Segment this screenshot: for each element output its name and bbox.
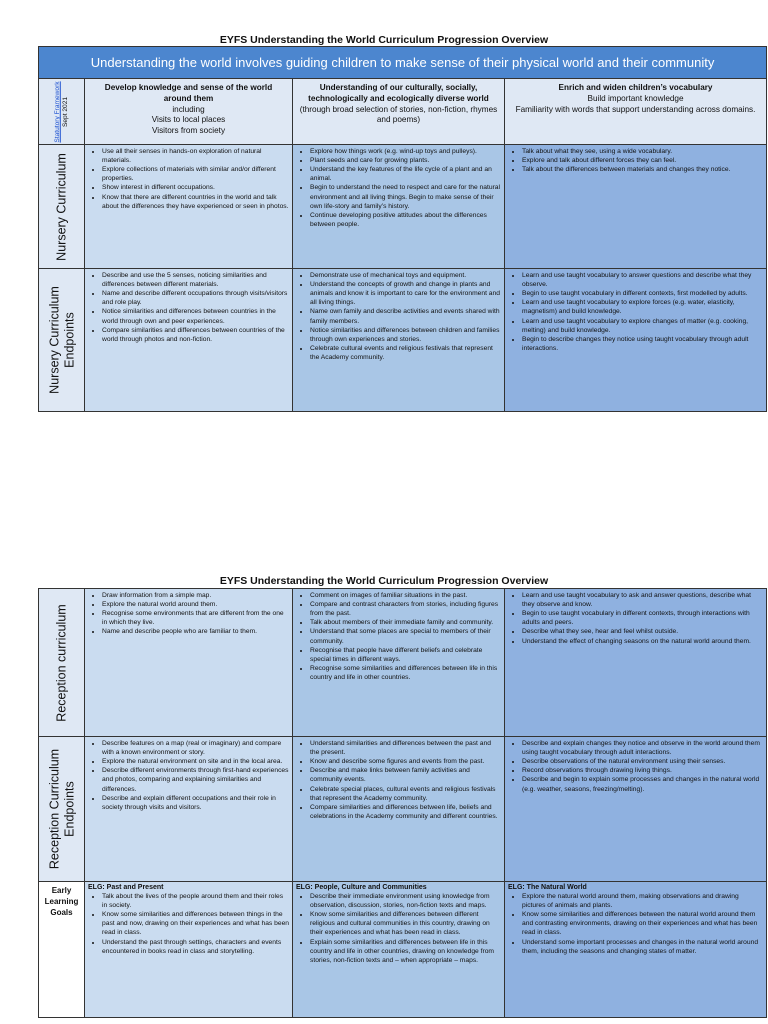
bullet-list [296, 147, 501, 229]
list-item: • Plant seeds and care for growing plants. [310, 156, 501, 165]
header-title: Understanding of our culturally, socially, technologically and ecologically diverse world [308, 83, 489, 103]
elg-title: ELG: People, Culture and Communities [296, 884, 427, 891]
cell [85, 737, 293, 882]
list-item: • Celebrate cultural events and religious festivals that represent the Academy community. [310, 344, 501, 362]
list-item: • Begin to understand the need to respect and care for the natural environment and all living things. Begin to make sense of their own life-story and family’s history. [310, 183, 501, 210]
list-item: • Record observations through drawing living things. [522, 766, 763, 775]
list-item: • Understand the past through settings, characters and events encountered in books read in class and storytelling. [102, 938, 289, 956]
list-item: • Learn and use taught vocabulary to explore forces (e.g. water, elasticity, magnetism) and build knowledge. [522, 298, 763, 316]
list-item: • Understand that some places are special to members of their community. [310, 627, 501, 645]
row-label-cell [39, 589, 85, 737]
list-item: • Explore collections of materials with similar and/or different properties. [102, 165, 289, 183]
elg-label: Early Learning Goals [44, 886, 79, 917]
elg-label-cell [39, 882, 85, 1018]
list-item: • Describe features on a map (real or imaginary) and compare with a known environment or story. [102, 739, 289, 757]
list-item: • Learn and use taught vocabulary to explore changes of matter (e.g. cooking, melting) and build knowledge. [522, 317, 763, 335]
list-item: • Celebrate special places, cultural events and religious festivals that represent the Academy community. [310, 785, 501, 803]
bullet-list [296, 271, 501, 362]
list-item: • Know some similarities and differences between different religious and cultural communities in this country, drawing on their experiences and what has been read in class. [310, 910, 501, 937]
list-item: • Compare and contrast characters from stories, including figures from the past. [310, 600, 501, 618]
list-item: • Understand similarities and differences between the past and the present. [310, 739, 501, 757]
row-label: Reception Curriculum [46, 748, 61, 870]
list-item: • Know some similarities and differences between things in the past and now, drawing on their experiences and what has been read in class. [102, 910, 289, 937]
list-item: • Recognise some environments that are different from the one in which they live. [102, 609, 289, 627]
bullet-list [88, 147, 289, 211]
list-item: • Recognise that people have different beliefs and celebrate special times in different ways. [310, 646, 501, 664]
list-item: • Explore the natural world around them. [102, 600, 289, 609]
row-early-learning-goals [39, 882, 767, 1018]
elg-cell [505, 882, 767, 1018]
list-item: • Understand the effect of changing seasons on the natural world around them. [522, 637, 763, 646]
header-line: including [172, 104, 205, 114]
row-label: Endpoints [61, 781, 76, 837]
header-line: Build important knowledge [587, 93, 684, 103]
row-label-cell [39, 269, 85, 412]
cell [293, 737, 505, 882]
list-item: • Describe and explain different occupations and their role in society through visits and visitors. [102, 794, 289, 812]
row-reception-curriculum [39, 589, 767, 737]
elg-title: ELG: Past and Present [88, 884, 164, 891]
list-item: • Name and describe different occupations through visits/visitors and role play. [102, 289, 289, 307]
bullet-list [88, 739, 289, 812]
list-item: • Begin to use taught vocabulary in different contexts, first modelled by adults. [522, 289, 763, 298]
list-item: • Talk about what they see, using a wide vocabulary. [522, 147, 763, 156]
page-title-2: EYFS Understanding the World Curriculum Progression Overview [219, 575, 549, 587]
list-item: • Explain some similarities and differences between life in this country and life in other countries, drawing on knowledge from stories, non-fiction texts and – when appropriate – maps. [310, 938, 501, 965]
list-item: • Talk about the lives of the people around them and their roles in society. [102, 892, 289, 910]
header-title: Develop knowledge and sense of the world around them [104, 83, 273, 103]
bullet-list [508, 147, 763, 174]
bullet-list [508, 892, 763, 956]
row-nursery-endpoints [39, 269, 767, 412]
row-label: Reception curriculum [54, 603, 69, 722]
list-item: • Comment on images of familiar situations in the past. [310, 591, 501, 600]
cell [85, 589, 293, 737]
list-item: • Explore the natural environment on site and in the local area. [102, 757, 289, 766]
progression-table-top [38, 46, 767, 412]
row-label: Nursery Curriculum [54, 152, 69, 261]
list-item: • Describe and make links between family activities and community events. [310, 766, 501, 784]
cell [505, 145, 767, 269]
header-vocabulary [505, 79, 767, 145]
bullet-list [508, 271, 763, 353]
list-item: • Understand some important processes and changes in the natural world around them, including the seasons and changing states of matter. [522, 938, 763, 956]
list-item: • Understand the key features of the life cycle of a plant and an animal. [310, 165, 501, 183]
list-item: • Compare similarities and differences between life, beliefs and celebrations in the Academy community and different countries. [310, 803, 501, 821]
list-item: • Know and describe some figures and events from the past. [310, 757, 501, 766]
header-title: Enrich and widen children’s vocabulary [558, 83, 713, 92]
cell [293, 145, 505, 269]
bullet-list [296, 892, 501, 965]
list-item: • Describe different environments through first-hand experiences and photos, comparing and explaining similarities and differences. [102, 766, 289, 793]
list-item: • Continue developing positive attitudes about the differences between people. [310, 211, 501, 229]
header-line: Visitors from society [151, 126, 226, 136]
header-line: (through broad selection of stories, non-fiction, rhymes and poems) [299, 104, 498, 125]
cell [505, 589, 767, 737]
list-item: • Know that there are different countries in the world and talk about the differences they have experienced or seen in photos. [102, 193, 289, 211]
header-diverse-world [293, 79, 505, 145]
list-item: • Begin to describe changes they notice using taught vocabulary through adult interactions. [522, 335, 763, 353]
list-item: • Understand the concepts of growth and change in plants and animals and know it is important to care for the environment and all living things. [310, 280, 501, 307]
row-label-cell [39, 737, 85, 882]
list-item: • Name own family and describe activities and events shared with family members. [310, 307, 501, 325]
bullet-list [508, 739, 763, 794]
list-item: • Demonstrate use of mechanical toys and equipment. [310, 271, 501, 280]
list-item: • Learn and use taught vocabulary to ask and answer questions, describe what they observe and know. [522, 591, 763, 609]
list-item: • Name and describe people who are familiar to them. [102, 627, 289, 636]
row-label: Nursery Curriculum [46, 286, 61, 394]
page-title: EYFS Understanding the World Curriculum Progression Overview [219, 34, 549, 46]
header-knowledge [85, 79, 293, 145]
cell [293, 589, 505, 737]
list-item: • Describe and explain changes they notice and observe in the world around them using taught vocabulary through adult interactions. [522, 739, 763, 757]
list-item: • Explore the natural world around them, making observations and drawing pictures of animals and plants. [522, 892, 763, 910]
list-item: • Describe and begin to explain some processes and changes in the natural world (e.g. weather, seasons, freezing/melting). [522, 775, 763, 793]
statutory-framework-link[interactable]: Statutory Framework [53, 80, 61, 143]
list-item: • Describe observations of the natural environment using their senses. [522, 757, 763, 766]
header-line: Visits to local places [151, 115, 226, 125]
list-item: • Describe what they see, hear and feel whilst outside. [522, 627, 763, 636]
list-item: • Know some similarities and differences between the natural world around them and contrasting environments, drawing on their experiences and what has been read in class. [522, 910, 763, 937]
list-item: • Talk about members of their immediate family and community. [310, 618, 501, 627]
list-item: • Talk about the differences between materials and changes they notice. [522, 165, 763, 174]
list-item: • Explore how things work (e.g. wind-up toys and pulleys). [310, 147, 501, 156]
row-label-cell [39, 145, 85, 269]
framework-date: Sept 2021 [61, 96, 69, 127]
row-label: Endpoints [61, 312, 76, 368]
list-item: • Notice similarities and differences between children and families through own experiences and stories. [310, 326, 501, 344]
bullet-list [88, 591, 289, 637]
list-item: • Show interest in different occupations. [102, 183, 289, 192]
cell [293, 269, 505, 412]
list-item: • Compare similarities and differences between countries of the world through photos and non-fiction. [102, 326, 289, 344]
cell [505, 737, 767, 882]
cell [85, 269, 293, 412]
row-reception-endpoints [39, 737, 767, 882]
framework-cell [39, 79, 85, 145]
list-item: • Explore and talk about different forces they can feel. [522, 156, 763, 165]
list-item: • Notice similarities and differences between countries in the world through own and peer experiences. [102, 307, 289, 325]
list-item: • Draw information from a simple map. [102, 591, 289, 600]
list-item: • Describe their immediate environment using knowledge from observation, discussion, stories, non-fiction texts and maps. [310, 892, 501, 910]
bullet-list [88, 892, 289, 956]
progression-table-bottom [38, 588, 767, 1018]
row-nursery-curriculum [39, 145, 767, 269]
list-item: • Recognise some similarities and differences between life in this country and life in other countries. [310, 664, 501, 682]
cell [85, 145, 293, 269]
bullet-list [296, 739, 501, 821]
bullet-list [296, 591, 501, 682]
cell [505, 269, 767, 412]
elg-title: ELG: The Natural World [508, 884, 587, 891]
list-item: • Use all their senses in hands-on exploration of natural materials. [102, 147, 289, 165]
header-line: Familiarity with words that support understanding across domains. [515, 104, 756, 114]
elg-cell [85, 882, 293, 1018]
banner: Understanding the world involves guiding children to make sense of their physical world and their community [39, 47, 767, 79]
bullet-list [88, 271, 289, 344]
list-item: • Learn and use taught vocabulary to answer questions and describe what they observe. [522, 271, 763, 289]
list-item: • Describe and use the 5 senses, noticing similarities and differences between different materials. [102, 271, 289, 289]
elg-cell [293, 882, 505, 1018]
bullet-list [508, 591, 763, 646]
list-item: • Begin to use taught vocabulary in different contexts, through interactions with adults and peers. [522, 609, 763, 627]
